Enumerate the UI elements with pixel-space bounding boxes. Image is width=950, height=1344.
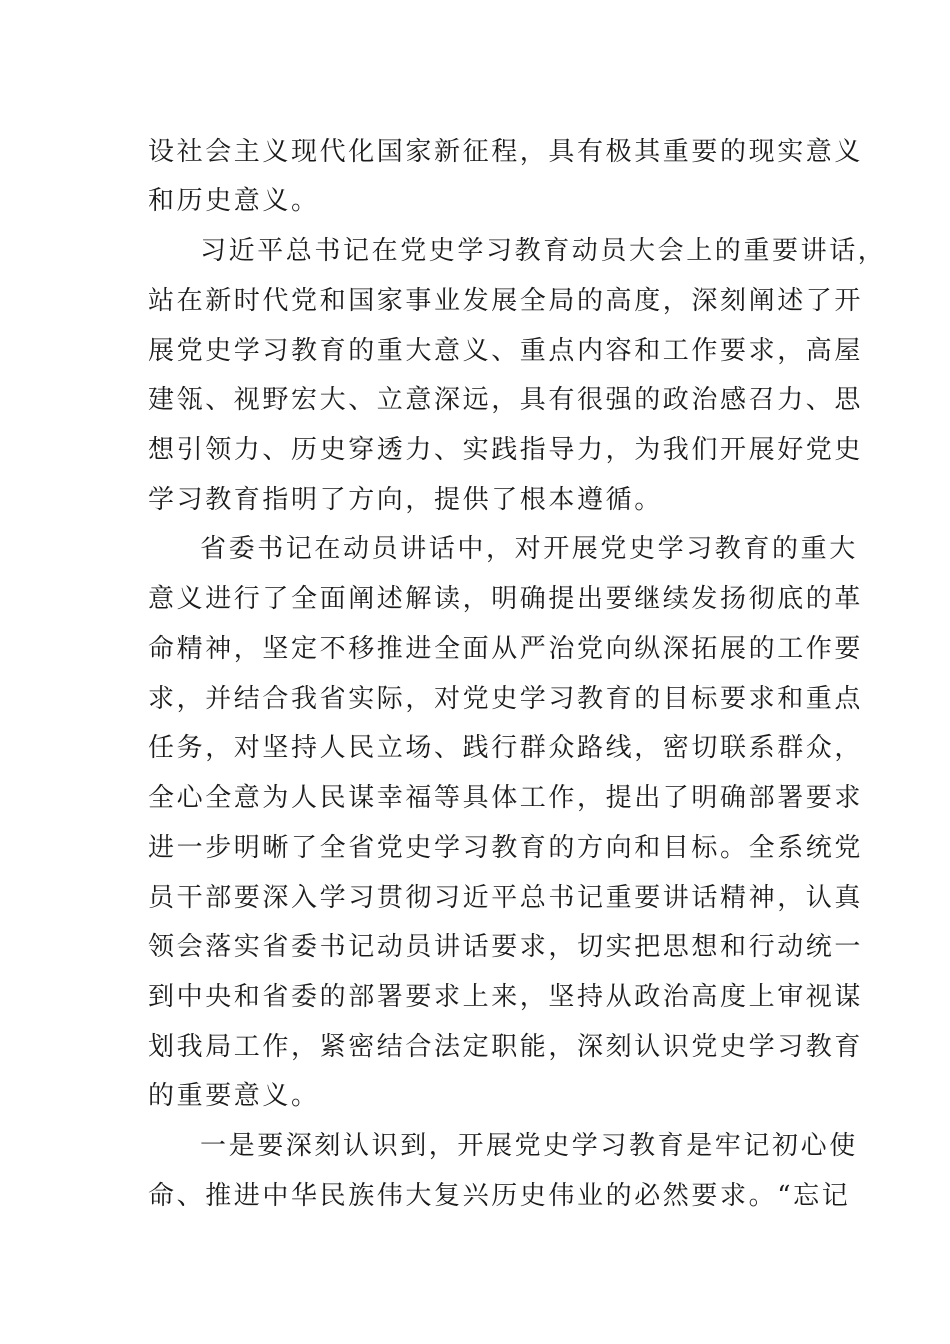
text-line: 命、推进中华民族伟大复兴历史伟业的必然要求。“忘记	[148, 1181, 851, 1211]
text-line: 到中央和省委的部署要求上来，坚持从政治高度上审视谋	[148, 982, 864, 1012]
text-line: 任务，对坚持人民立场、践行群众路线，密切联系群众，	[148, 733, 864, 763]
text-line: 员干部要深入学习贯彻习近平总书记重要讲话精神，认真	[148, 883, 864, 913]
text-line: 学习教育指明了方向，提供了根本遵循。	[148, 485, 663, 515]
text-line: 展党史学习教育的重大意义、重点内容和工作要求，高屋	[148, 336, 864, 366]
text-line: 领会落实省委书记动员讲话要求，切实把思想和行动统一	[148, 932, 864, 962]
text-line: 求，并结合我省实际，对党史学习教育的目标要求和重点	[148, 684, 864, 714]
text-line: 设社会主义现代化国家新征程，具有极其重要的现实意义	[148, 137, 864, 167]
text-line: 建瓴、视野宏大、立意深远，具有很强的政治感召力、思	[148, 385, 864, 415]
text-line: 划我局工作，紧密结合法定职能，深刻认识党史学习教育	[148, 1032, 864, 1062]
text-line: 习近平总书记在党史学习教育动员大会上的重要讲话，	[200, 236, 887, 266]
text-line: 一是要深刻认识到，开展党史学习教育是牢记初心使	[200, 1131, 858, 1161]
text-line: 想引领力、历史穿透力、实践指导力，为我们开展好党史	[148, 435, 864, 465]
text-line: 全心全意为人民谋幸福等具体工作，提出了明确部署要求	[148, 783, 864, 813]
text-line: 省委书记在动员讲话中，对开展党史学习教育的重大	[200, 534, 858, 564]
text-line: 命精神，坚定不移推进全面从严治党向纵深拓展的工作要	[148, 634, 864, 664]
text-line: 意义进行了全面阐述解读，明确提出要继续发扬彻底的革	[148, 584, 864, 614]
text-line: 站在新时代党和国家事业发展全局的高度，深刻阐述了开	[148, 286, 864, 316]
text-line: 和历史意义。	[148, 186, 320, 216]
text-line: 的重要意义。	[148, 1081, 320, 1111]
text-line: 进一步明晰了全省党史学习教育的方向和目标。全系统党	[148, 833, 864, 863]
